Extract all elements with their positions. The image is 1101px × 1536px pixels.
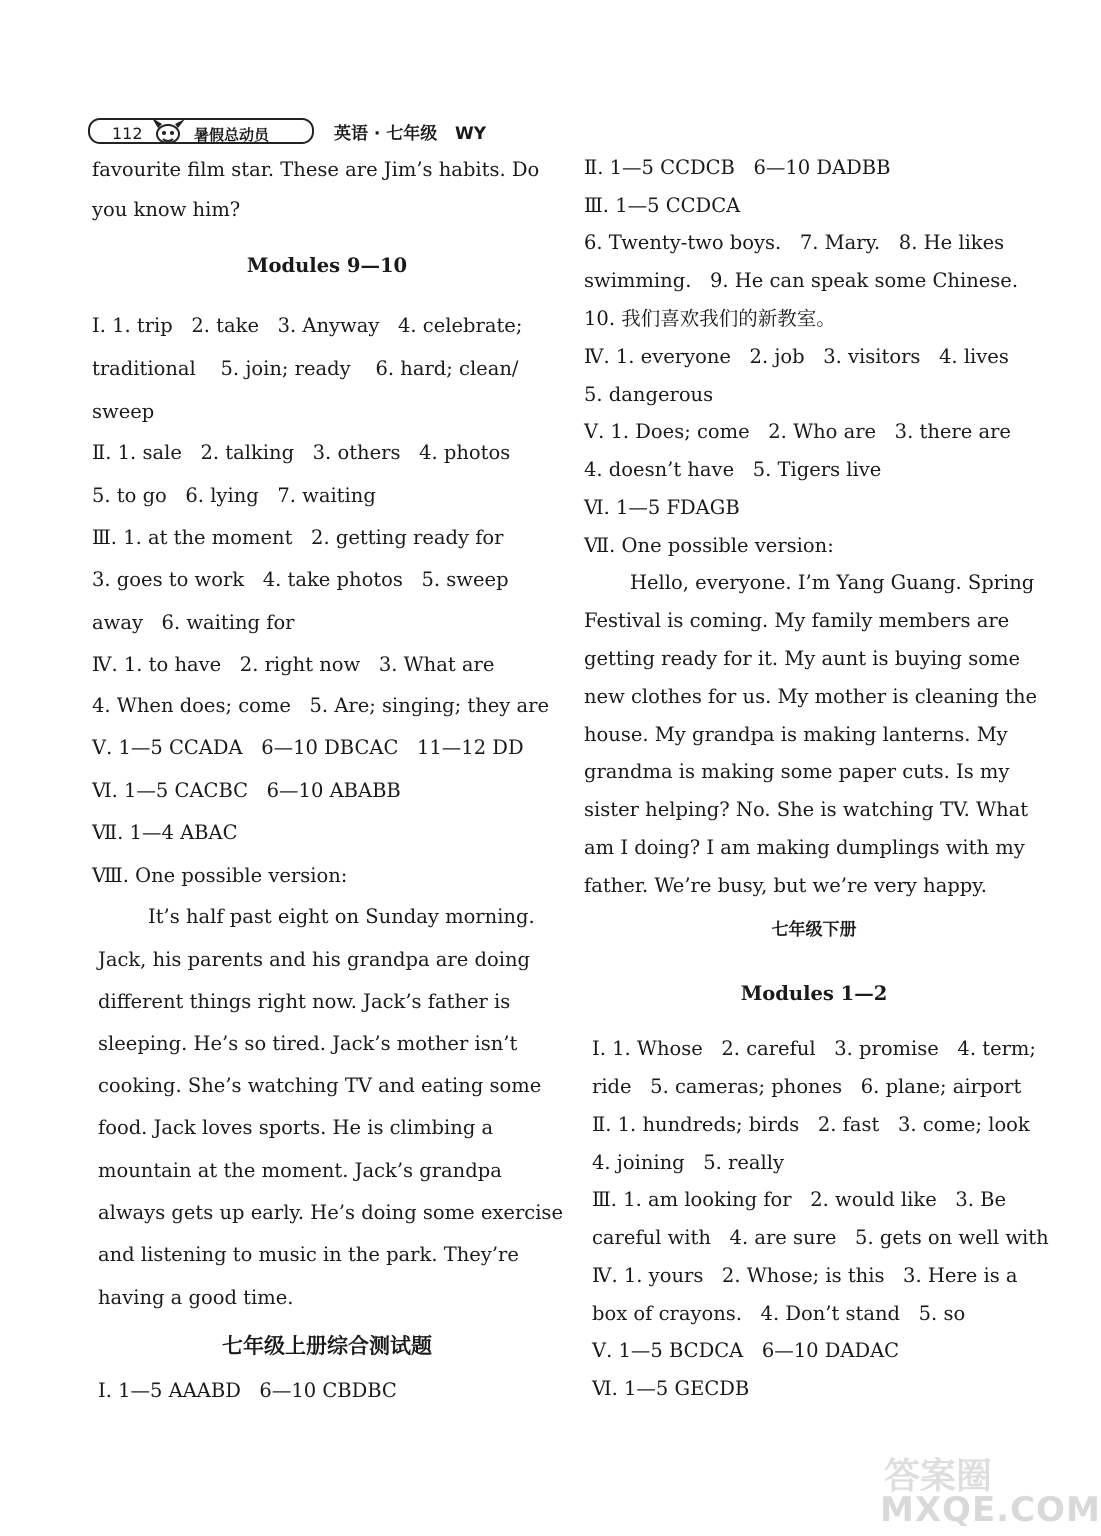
text-line: Ⅲ. 1. at the moment 2. getting ready for xyxy=(92,526,504,549)
text-line: away 6. waiting for xyxy=(92,611,295,634)
text-line: Ⅴ. 1—5 CCADA 6—10 DBCAC 11—12 DD xyxy=(92,736,524,759)
text-line: box of crayons. 4. Don’t stand 5. so xyxy=(592,1302,966,1325)
text-line: Ⅵ. 1—5 CACBC 6—10 ABABB xyxy=(92,779,401,802)
text-line: sleeping. He’s so tired. Jack’s mother isn’t xyxy=(98,1032,518,1055)
text-line: house. My grandpa is making lanterns. My xyxy=(584,723,1008,746)
text-line: Ⅷ. One possible version: xyxy=(92,864,348,887)
text-line: Ⅲ. 1. am looking for 2. would like 3. Be xyxy=(592,1188,1007,1211)
book-name: 暑假总动员 xyxy=(194,126,270,144)
text-line: father. We’re busy, but we’re very happy. xyxy=(584,874,987,897)
text-line: always gets up early. He’s doing some exercise xyxy=(98,1201,563,1224)
text-line: Ⅵ. 1—5 FDAGB xyxy=(584,496,740,519)
section-heading: 七年级上册综合测试题 xyxy=(222,1333,432,1358)
text-line: food. Jack loves sports. He is climbing a xyxy=(98,1116,494,1139)
watermark-url-text: MXQE.COM xyxy=(880,1490,1101,1530)
text-line: having a good time. xyxy=(98,1286,294,1309)
text-line: am I doing? I am making dumplings with my xyxy=(584,836,1025,859)
text-line: you know him? xyxy=(92,198,241,221)
text-line: ride 5. cameras; phones 6. plane; airport xyxy=(592,1075,1022,1098)
watermark-cn-text: 答案圈 xyxy=(884,1456,993,1497)
text-line: 5. to go 6. lying 7. waiting xyxy=(92,484,376,507)
page-number: 112 xyxy=(112,124,143,143)
site-watermark xyxy=(880,1448,1101,1532)
text-line: cooking. She’s watching TV and eating some xyxy=(98,1074,542,1097)
text-line: swimming. 9. He can speak some Chinese. xyxy=(584,269,1019,292)
text-line: Ⅴ. 1—5 BCDCA 6—10 DADAC xyxy=(592,1339,900,1362)
text-line: Ⅰ. 1. trip 2. take 3. Anyway 4. celebrate; xyxy=(92,314,523,337)
text-line: Ⅲ. 1—5 CCDCA xyxy=(584,194,741,217)
text-line: Ⅶ. 1—4 ABAC xyxy=(92,821,238,844)
text-line: and listening to music in the park. They’re xyxy=(98,1243,519,1266)
text-line: 4. joining 5. really xyxy=(592,1151,785,1174)
text-line: 3. goes to work 4. take photos 5. sweep xyxy=(92,568,509,591)
text-line: traditional 5. join; ready 6. hard; clean/ xyxy=(92,357,519,380)
text-line: mountain at the moment. Jack’s grandpa xyxy=(98,1159,502,1182)
left-column xyxy=(92,0,563,1402)
text-line: Ⅱ. 1—5 CCDCB 6—10 DADBB xyxy=(584,156,891,179)
text-line: 10. 我们喜欢我们的新教室。 xyxy=(584,307,836,330)
text-line: Ⅱ. 1. hundreds; birds 2. fast 3. come; look xyxy=(592,1113,1030,1136)
text-line: Festival is coming. My family members are xyxy=(584,609,1010,632)
text-line: Ⅳ. 1. everyone 2. job 3. visitors 4. lives xyxy=(584,345,1009,368)
text-line: Ⅳ. 1. yours 2. Whose; is this 3. Here is a xyxy=(592,1264,1018,1287)
text-line: getting ready for it. My aunt is buying some xyxy=(584,647,1021,670)
right-column xyxy=(584,0,1049,1400)
section-heading: Modules 1—2 xyxy=(740,982,888,1005)
text-line: different things right now. Jack’s father is xyxy=(98,990,511,1013)
text-line: Ⅰ. 1—5 AAABD 6—10 CBDBC xyxy=(98,1379,397,1402)
text-line: 4. doesn’t have 5. Tigers live xyxy=(584,458,882,481)
text-line: It’s half past eight on Sunday morning. xyxy=(148,905,535,928)
text-line: 6. Twenty-two boys. 7. Mary. 8. He likes xyxy=(584,231,1005,254)
text-line: sweep xyxy=(92,400,155,423)
text-line: new clothes for us. My mother is cleaning the xyxy=(584,685,1038,708)
text-line: Ⅱ. 1. sale 2. talking 3. others 4. photos xyxy=(92,441,511,464)
text-line: favourite film star. These are Jim’s habits. Do xyxy=(92,158,540,181)
text-line: Ⅶ. One possible version: xyxy=(584,534,834,557)
text-line: 5. dangerous xyxy=(584,383,714,406)
text-line: careful with 4. are sure 5. gets on well with xyxy=(592,1226,1049,1249)
text-line: Ⅳ. 1. to have 2. right now 3. What are xyxy=(92,653,495,676)
section-heading: 七年级下册 xyxy=(771,920,857,940)
subject-grade: 英语 · 七年级 WY xyxy=(334,124,487,144)
text-line: Ⅴ. 1. Does; come 2. Who are 3. there are xyxy=(584,420,1011,443)
text-line: Hello, everyone. I’m Yang Guang. Spring xyxy=(630,571,1035,594)
text-line: sister helping? No. She is watching TV. What xyxy=(584,798,1029,821)
text-line: Jack, his parents and his grandpa are doing xyxy=(98,948,530,971)
text-line: Ⅵ. 1—5 GECDB xyxy=(592,1377,750,1400)
text-line: 4. When does; come 5. Are; singing; they are xyxy=(92,694,550,717)
text-line: grandma is making some paper cuts. Is my xyxy=(584,760,1010,783)
text-line: Ⅰ. 1. Whose 2. careful 3. promise 4. term; xyxy=(592,1037,1036,1060)
section-heading: Modules 9—10 xyxy=(246,254,408,277)
